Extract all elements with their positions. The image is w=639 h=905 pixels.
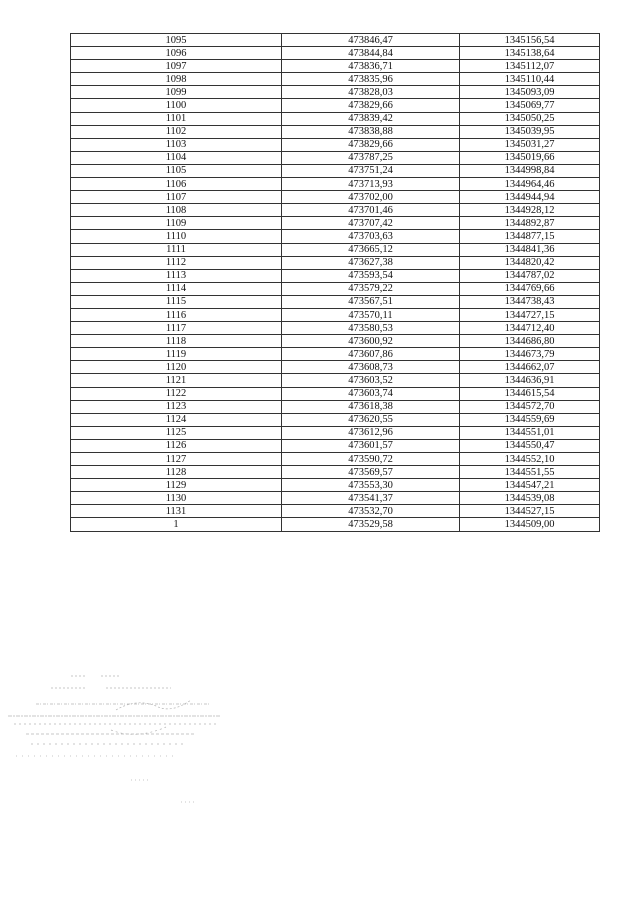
point-number-cell: 1128: [71, 466, 282, 479]
point-number-cell: 1: [71, 518, 282, 531]
x-coordinate-cell: 473835,96: [282, 73, 460, 86]
y-coordinate-cell: 1344928,12: [460, 204, 600, 217]
table-row: [71, 466, 600, 479]
y-coordinate-cell: 1344662,07: [460, 361, 600, 374]
y-coordinate-cell: 1345069,77: [460, 99, 600, 112]
y-coordinate-cell: 1344615,54: [460, 387, 600, 400]
point-number-cell: 1127: [71, 453, 282, 466]
table-row: [71, 374, 600, 387]
point-number-cell: 1130: [71, 492, 282, 505]
table-row: [71, 86, 600, 99]
x-coordinate-cell: 473829,66: [282, 99, 460, 112]
point-number-cell: 1115: [71, 295, 282, 308]
table-row: [71, 361, 600, 374]
y-coordinate-cell: 1345050,25: [460, 112, 600, 125]
point-number-cell: 1120: [71, 361, 282, 374]
table-row: [71, 73, 600, 86]
y-coordinate-cell: 1344673,79: [460, 348, 600, 361]
table-row: [71, 348, 600, 361]
table-row: [71, 308, 600, 321]
x-coordinate-cell: 473838,88: [282, 125, 460, 138]
point-number-cell: 1119: [71, 348, 282, 361]
table-row: [71, 322, 600, 335]
y-coordinate-cell: 1345093,09: [460, 86, 600, 99]
x-coordinate-cell: 473579,22: [282, 282, 460, 295]
point-number-cell: 1105: [71, 164, 282, 177]
x-coordinate-cell: 473829,66: [282, 138, 460, 151]
point-number-cell: 1101: [71, 112, 282, 125]
y-coordinate-cell: 1344559,69: [460, 413, 600, 426]
table-row: [71, 492, 600, 505]
point-number-cell: 1126: [71, 439, 282, 452]
table-row: [71, 413, 600, 426]
x-coordinate-cell: 473839,42: [282, 112, 460, 125]
point-number-cell: 1131: [71, 505, 282, 518]
y-coordinate-cell: 1345138,64: [460, 47, 600, 60]
table-row: [71, 204, 600, 217]
y-coordinate-cell: 1344727,15: [460, 308, 600, 321]
y-coordinate-cell: 1344944,94: [460, 191, 600, 204]
point-number-cell: 1110: [71, 230, 282, 243]
table-row: [71, 60, 600, 73]
y-coordinate-cell: 1344552,10: [460, 453, 600, 466]
y-coordinate-cell: 1344998,84: [460, 164, 600, 177]
x-coordinate-cell: 473529,58: [282, 518, 460, 531]
table-row: [71, 335, 600, 348]
x-coordinate-cell: 473603,74: [282, 387, 460, 400]
y-coordinate-cell: 1344547,21: [460, 479, 600, 492]
x-coordinate-cell: 473836,71: [282, 60, 460, 73]
y-coordinate-cell: 1345112,07: [460, 60, 600, 73]
x-coordinate-cell: 473607,86: [282, 348, 460, 361]
y-coordinate-cell: 1344877,15: [460, 230, 600, 243]
x-coordinate-cell: 473603,52: [282, 374, 460, 387]
x-coordinate-cell: 473846,47: [282, 34, 460, 47]
y-coordinate-cell: 1344820,42: [460, 256, 600, 269]
table-row: [71, 479, 600, 492]
table-row: [71, 230, 600, 243]
y-coordinate-cell: 1345031,27: [460, 138, 600, 151]
y-coordinate-cell: 1344539,08: [460, 492, 600, 505]
table-row: [71, 505, 600, 518]
x-coordinate-cell: 473569,57: [282, 466, 460, 479]
x-coordinate-cell: 473580,53: [282, 322, 460, 335]
point-number-cell: 1097: [71, 60, 282, 73]
x-coordinate-cell: 473593,54: [282, 269, 460, 282]
point-number-cell: 1100: [71, 99, 282, 112]
y-coordinate-cell: 1344769,66: [460, 282, 600, 295]
y-coordinate-cell: 1344841,36: [460, 243, 600, 256]
y-coordinate-cell: 1344550,47: [460, 439, 600, 452]
table-row: [71, 387, 600, 400]
y-coordinate-cell: 1344551,55: [460, 466, 600, 479]
point-number-cell: 1111: [71, 243, 282, 256]
table-row: [71, 256, 600, 269]
x-coordinate-cell: 473570,11: [282, 308, 460, 321]
y-coordinate-cell: 1344738,43: [460, 295, 600, 308]
point-number-cell: 1099: [71, 86, 282, 99]
x-coordinate-cell: 473541,37: [282, 492, 460, 505]
table-row: [71, 138, 600, 151]
point-number-cell: 1103: [71, 138, 282, 151]
table-row: [71, 217, 600, 230]
y-coordinate-cell: 1345039,95: [460, 125, 600, 138]
table-row: [71, 518, 600, 531]
point-number-cell: 1096: [71, 47, 282, 60]
x-coordinate-cell: 473828,03: [282, 86, 460, 99]
x-coordinate-cell: 473608,73: [282, 361, 460, 374]
point-number-cell: 1109: [71, 217, 282, 230]
x-coordinate-cell: 473665,12: [282, 243, 460, 256]
table-row: [71, 243, 600, 256]
table-row: [71, 99, 600, 112]
x-coordinate-cell: 473713,93: [282, 178, 460, 191]
y-coordinate-cell: 1344636,91: [460, 374, 600, 387]
x-coordinate-cell: 473707,42: [282, 217, 460, 230]
table-row: [71, 426, 600, 439]
x-coordinate-cell: 473618,38: [282, 400, 460, 413]
x-coordinate-cell: 473787,25: [282, 151, 460, 164]
point-number-cell: 1122: [71, 387, 282, 400]
x-coordinate-cell: 473844,84: [282, 47, 460, 60]
point-number-cell: 1116: [71, 308, 282, 321]
coordinates-table: [70, 33, 600, 532]
table-row: [71, 295, 600, 308]
y-coordinate-cell: 1345110,44: [460, 73, 600, 86]
point-number-cell: 1117: [71, 322, 282, 335]
y-coordinate-cell: 1344712,40: [460, 322, 600, 335]
point-number-cell: 1114: [71, 282, 282, 295]
table-row: [71, 47, 600, 60]
point-number-cell: 1107: [71, 191, 282, 204]
table-row: [71, 439, 600, 452]
x-coordinate-cell: 473703,63: [282, 230, 460, 243]
y-coordinate-cell: 1345156,54: [460, 34, 600, 47]
table-row: [71, 125, 600, 138]
x-coordinate-cell: 473612,96: [282, 426, 460, 439]
point-number-cell: 1102: [71, 125, 282, 138]
table-row: [71, 191, 600, 204]
y-coordinate-cell: 1344527,15: [460, 505, 600, 518]
table-row: [71, 269, 600, 282]
x-coordinate-cell: 473627,38: [282, 256, 460, 269]
coordinates-table-body: [71, 34, 600, 532]
y-coordinate-cell: 1344686,80: [460, 335, 600, 348]
point-number-cell: 1125: [71, 426, 282, 439]
y-coordinate-cell: 1344551,01: [460, 426, 600, 439]
point-number-cell: 1113: [71, 269, 282, 282]
table-row: [71, 453, 600, 466]
x-coordinate-cell: 473751,24: [282, 164, 460, 177]
point-number-cell: 1108: [71, 204, 282, 217]
table-row: [71, 112, 600, 125]
point-number-cell: 1106: [71, 178, 282, 191]
point-number-cell: 1112: [71, 256, 282, 269]
point-number-cell: 1095: [71, 34, 282, 47]
table-row: [71, 164, 600, 177]
table-row: [71, 178, 600, 191]
point-number-cell: 1118: [71, 335, 282, 348]
x-coordinate-cell: 473601,57: [282, 439, 460, 452]
y-coordinate-cell: 1344572,70: [460, 400, 600, 413]
x-coordinate-cell: 473600,92: [282, 335, 460, 348]
x-coordinate-cell: 473553,30: [282, 479, 460, 492]
point-number-cell: 1104: [71, 151, 282, 164]
table-row: [71, 400, 600, 413]
x-coordinate-cell: 473702,00: [282, 191, 460, 204]
point-number-cell: 1129: [71, 479, 282, 492]
x-coordinate-cell: 473620,55: [282, 413, 460, 426]
y-coordinate-cell: 1344892,87: [460, 217, 600, 230]
faded-signature-stamp-icon: [6, 670, 221, 810]
y-coordinate-cell: 1344787,02: [460, 269, 600, 282]
point-number-cell: 1124: [71, 413, 282, 426]
table-row: [71, 282, 600, 295]
y-coordinate-cell: 1345019,66: [460, 151, 600, 164]
x-coordinate-cell: 473532,70: [282, 505, 460, 518]
table-row: [71, 151, 600, 164]
x-coordinate-cell: 473567,51: [282, 295, 460, 308]
point-number-cell: 1123: [71, 400, 282, 413]
y-coordinate-cell: 1344509,00: [460, 518, 600, 531]
x-coordinate-cell: 473590,72: [282, 453, 460, 466]
table-row: [71, 34, 600, 47]
x-coordinate-cell: 473701,46: [282, 204, 460, 217]
point-number-cell: 1098: [71, 73, 282, 86]
y-coordinate-cell: 1344964,46: [460, 178, 600, 191]
point-number-cell: 1121: [71, 374, 282, 387]
